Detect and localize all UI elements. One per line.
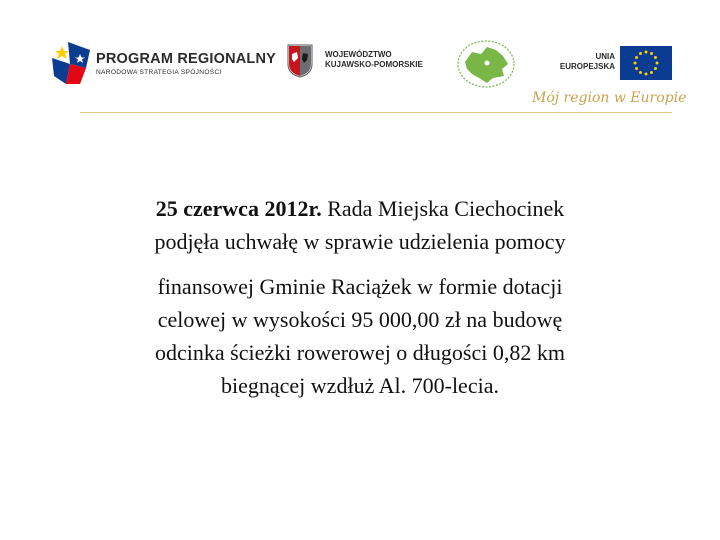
announcement-line-5: odcinka ścieżki rowerowej o długości 0,82 km xyxy=(155,340,565,365)
program-subtitle: NARODOWA STRATEGIA SPÓJNOŚCI xyxy=(96,69,222,76)
eu-name-line1: UNIA xyxy=(595,52,615,61)
header-divider xyxy=(80,112,672,113)
program-regionalny-emblem-icon xyxy=(50,40,94,86)
announcement-line-6: biegnącej wzdłuż Al. 700-lecia. xyxy=(221,373,499,398)
announcement-date: 25 czerwca 2012r. xyxy=(155,196,322,221)
eu-flag-icon xyxy=(620,46,672,80)
green-region-emblem xyxy=(455,38,517,90)
announcement-line-1 xyxy=(60,192,660,225)
logo-header xyxy=(0,0,720,125)
coat-of-arms-icon xyxy=(287,44,313,78)
announcement-line-1-rest: Rada Miejska Ciechocinek xyxy=(327,196,565,221)
announcement-text xyxy=(60,192,660,402)
announcement-line-2: podjęła uchwałę w sprawie udzielenia pomocy xyxy=(154,229,566,254)
european-union-logo xyxy=(545,46,675,82)
slogan: Mój region w Europie xyxy=(532,90,687,106)
wojewodztwo-logo xyxy=(287,44,437,84)
announcement-line-3: finansowej Gminie Raciążek w formie dotacji xyxy=(157,274,563,299)
region-name xyxy=(325,50,423,70)
program-regionalny-logo xyxy=(50,40,280,88)
eu-name xyxy=(560,52,615,72)
region-name-line1: WOJEWÓDZTWO xyxy=(325,50,392,59)
region-name-line2: KUJAWSKO-POMORSKIE xyxy=(325,60,423,69)
program-title: PROGRAM REGIONALNY xyxy=(96,51,277,67)
eu-name-line2: EUROPEJSKA xyxy=(559,62,615,71)
region-map-icon xyxy=(455,38,517,90)
announcement-line-4: celowej w wysokości 95 000,00 zł na budowę xyxy=(157,307,563,332)
